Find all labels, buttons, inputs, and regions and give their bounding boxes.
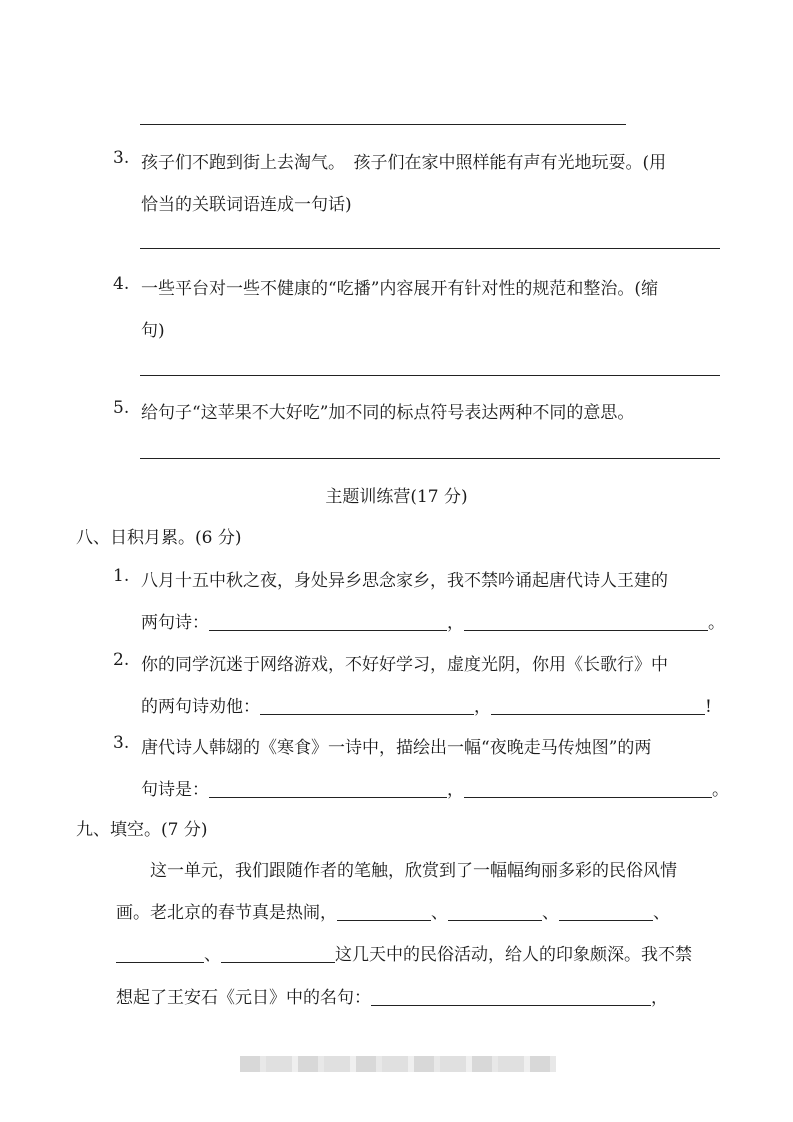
separator: 、: [431, 903, 448, 923]
question-text: 一些平台对一些不健康的“吃播”内容展开有针对性的规范和整治。(缩: [141, 279, 659, 299]
section-title: 主题训练营(17 分): [325, 487, 468, 507]
question-number: 4.: [113, 274, 130, 294]
section-heading: 八、日积月累。(6 分): [76, 528, 242, 548]
fill-in-row: [116, 898, 670, 923]
question-text: 句): [141, 321, 165, 341]
row-prefix: 句诗是：: [141, 780, 209, 800]
answer-blank[interactable]: [464, 613, 708, 631]
paragraph-line: 这一单元，我们跟随作者的笔触，欣赏到了一幅幅绚丽多彩的民俗风情: [150, 861, 677, 881]
fill-in-row: [116, 983, 668, 1008]
fill-in-row: [141, 608, 725, 633]
answer-line[interactable]: [140, 375, 720, 376]
question-text: 八月十五中秋之夜，身处异乡思念家乡，我不禁吟诵起唐代诗人王建的: [141, 571, 668, 591]
row-prefix: 两句诗：: [141, 613, 209, 633]
section-heading: 九、填空。(7 分): [76, 820, 208, 840]
question-text: 你的同学沉迷于网络游戏，不好好学习，虚度光阴，你用《长歌行》中: [141, 655, 668, 675]
row-suffix: 这几天中的民俗活动，给人的印象颇深。我不禁: [335, 945, 692, 965]
answer-blank[interactable]: [221, 945, 335, 963]
question-number: 3.: [113, 148, 130, 168]
question-text: 唐代诗人韩翃的《寒食》一诗中，描绘出一幅“夜晚走马传烛图”的两: [141, 738, 652, 758]
answer-blank[interactable]: [448, 903, 542, 921]
answer-blank[interactable]: [371, 988, 651, 1006]
answer-blank[interactable]: [260, 697, 474, 715]
question-number: 2.: [113, 650, 130, 670]
row-end: !: [705, 697, 712, 717]
row-prefix: 画。老北京的春节真是热闹，: [116, 903, 337, 923]
separator: 、: [204, 945, 221, 965]
question-text: 给句子“这苹果不大好吃”加不同的标点符号表达两种不同的意思。: [141, 403, 635, 423]
answer-blank[interactable]: [116, 945, 204, 963]
answer-blank[interactable]: [559, 903, 653, 921]
separator: 、: [653, 903, 670, 923]
question-number: 3.: [113, 733, 130, 753]
separator: ，: [447, 780, 464, 800]
answer-line[interactable]: [140, 248, 720, 249]
row-end: 。: [708, 613, 725, 633]
watermark: [240, 1056, 556, 1072]
row-prefix: 的两句诗劝他：: [141, 697, 260, 717]
fill-in-row: [116, 940, 692, 965]
row-end: 。: [712, 780, 729, 800]
question-text: 恰当的关联词语连成一句话): [141, 195, 352, 215]
answer-blank[interactable]: [209, 780, 447, 798]
answer-blank[interactable]: [337, 903, 431, 921]
answer-blank[interactable]: [464, 780, 712, 798]
row-prefix: 想起了王安石《元日》中的名句：: [116, 988, 371, 1008]
answer-line[interactable]: [140, 124, 626, 125]
answer-line[interactable]: [140, 458, 720, 459]
separator: ，: [474, 697, 491, 717]
question-text: 孩子们不跑到街上去淘气。 孩子们在家中照样能有声有光地玩耍。(用: [141, 153, 667, 173]
separator: 、: [542, 903, 559, 923]
question-number: 1.: [113, 566, 130, 586]
row-end: ，: [651, 988, 668, 1008]
fill-in-row: [141, 775, 729, 800]
answer-blank[interactable]: [491, 697, 705, 715]
answer-blank[interactable]: [209, 613, 447, 631]
separator: ，: [447, 613, 464, 633]
question-number: 5.: [113, 398, 130, 418]
fill-in-row: [141, 692, 712, 717]
